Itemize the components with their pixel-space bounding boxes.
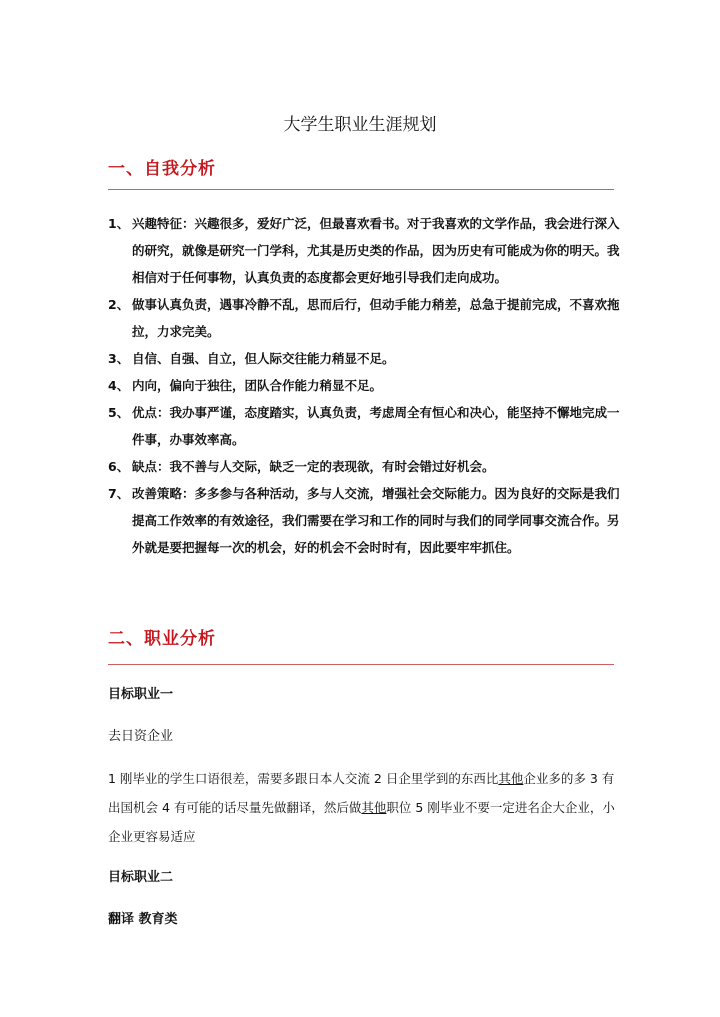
paragraph-text: 职位 5 刚毕业不要一定进名企大企业，小企业更容易适应	[108, 800, 615, 844]
target-career-two-label: 目标职业二	[108, 870, 174, 885]
list-item	[108, 372, 620, 399]
item-number: 4、	[108, 378, 130, 393]
item-number: 7、	[108, 486, 130, 501]
section-heading-career-analysis: 二、职业分析	[108, 629, 216, 649]
self-analysis-list	[108, 210, 620, 561]
underlined-word: 其他	[498, 771, 524, 786]
list-item	[108, 345, 620, 372]
paragraph-text: 企业多的多 3 有出国机会 4 有可能的话尽量先做翻译，然后做	[108, 771, 615, 815]
item-text: 优点：我办事严谨，态度踏实，认真负责，考虑周全有恒心和决心，能坚持不懈地完成一件事，办事效率高。	[132, 405, 620, 447]
section-divider	[108, 189, 614, 190]
career-notes-paragraph	[108, 764, 618, 851]
item-number: 5、	[108, 405, 130, 420]
underlined-word: 其他	[361, 800, 387, 815]
section-divider	[108, 664, 614, 665]
item-text: 内向，偏向于独往，团队合作能力稍显不足。	[132, 378, 383, 393]
item-number: 1、	[108, 216, 130, 231]
item-text: 自信、自强、自立，但人际交往能力稍显不足。	[132, 351, 395, 366]
list-item	[108, 453, 620, 480]
target-career-two-value: 翻译 教育类	[108, 912, 178, 927]
item-text: 缺点：我不善与人交际，缺乏一定的表现欲，有时会错过好机会。	[132, 459, 495, 474]
list-item	[108, 480, 620, 561]
item-number: 2、	[108, 297, 130, 312]
item-text: 兴趣特征：兴趣很多，爱好广泛，但最喜欢看书。对于我喜欢的文学作品，我会进行深入的研究，就像是研究一门学科，尤其是历史类的作品，因为历史有可能成为你的明天。我相信对于任何事物，认真负责的态度都会更好地引导我们走向成功。	[132, 216, 620, 285]
item-number: 3、	[108, 351, 130, 366]
list-item	[108, 291, 620, 345]
target-career-one-label: 目标职业一	[108, 687, 174, 702]
section-heading-self-analysis: 一、自我分析	[108, 159, 216, 179]
list-item	[108, 210, 620, 291]
paragraph-text: 1 刚毕业的学生口语很差，需要多跟日本人交流 2 日企里学到的东西比	[108, 771, 499, 786]
list-item	[108, 399, 620, 453]
item-number: 6、	[108, 459, 130, 474]
item-text: 做事认真负责，遇事冷静不乱，思而后行，但动手能力稍差，总急于提前完成，不喜欢拖拉，力求完美。	[132, 297, 620, 339]
document-title: 大学生职业生涯规划	[283, 115, 437, 135]
item-text: 改善策略：多多参与各种活动，多与人交流，增强社会交际能力。因为良好的交际是我们提高工作效率的有效途径，我们需要在学习和工作的同时与我们的同学同事交流合作。另外就是要把握每一次的机会，好的机会不会时时有，因此要牢牢抓住。	[132, 486, 620, 555]
target-career-one-value: 去日资企业	[108, 729, 174, 744]
